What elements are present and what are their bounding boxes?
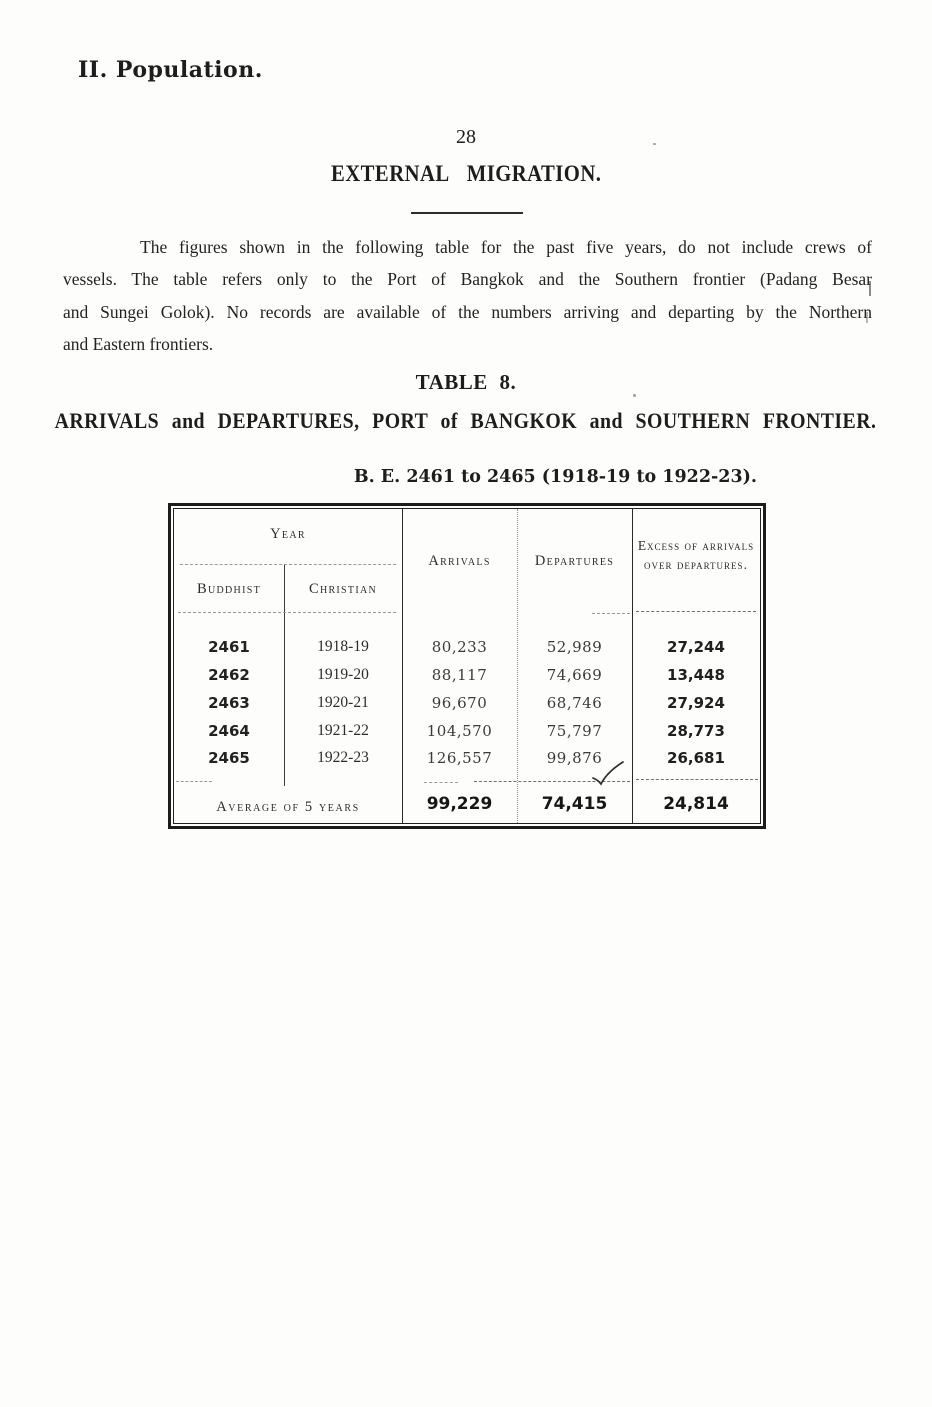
average-excess: 24,814 (663, 794, 729, 814)
cell-christian-year: 1919-20 (317, 666, 369, 683)
cell-buddhist-year: 2461 (208, 638, 250, 656)
rule-above-average-arrivals (424, 782, 458, 783)
column-header-excess: Excess of arrivals over departures. (637, 538, 755, 572)
scan-edge-mark (869, 281, 871, 296)
cell-arrivals: 104,570 (426, 722, 493, 740)
cell-departures: 52,989 (546, 638, 603, 656)
average-row-label: Average of 5 years (216, 799, 360, 815)
cell-excess: 27,244 (667, 638, 725, 656)
cell-departures: 99,876 (546, 749, 603, 767)
table-row (174, 692, 760, 716)
cell-departures: 68,746 (546, 694, 603, 712)
cell-christian-year: 1918-19 (317, 638, 369, 655)
cell-buddhist-year: 2464 (208, 722, 250, 740)
scan-edge-mark (866, 312, 868, 323)
rule-header-bottom-mid (592, 613, 630, 614)
rule-above-average-left (176, 781, 212, 782)
scan-speck (633, 394, 636, 397)
migration-table-inner-border (173, 508, 761, 824)
rule-under-year (180, 564, 396, 565)
column-header-arrivals: Arrivals (428, 553, 491, 569)
column-header-christian: Christian (308, 581, 378, 597)
table-row (174, 747, 760, 771)
cell-arrivals: 88,117 (431, 666, 488, 684)
page-number: 28 (456, 126, 476, 148)
cell-buddhist-year: 2462 (208, 666, 250, 684)
page-heading: EXTERNAL MIGRATION. (330, 161, 602, 186)
cell-excess: 26,681 (667, 749, 725, 767)
table-label: TABLE 8. (415, 370, 517, 394)
cell-buddhist-year: 2463 (208, 694, 250, 712)
cell-christian-year: 1921-22 (317, 722, 369, 739)
table-title: ARRIVALS and DEPARTURES, PORT of BANGKOK and SOUTHERN FRONTIER. (55, 408, 877, 433)
heading-rule (411, 212, 523, 214)
table-subtitle: B. E. 2461 to 2465 (1918-19 to 1922-23). (353, 467, 757, 487)
rule-header-bottom-excess (636, 611, 756, 612)
cell-departures: 74,669 (546, 666, 603, 684)
paragraph-line: vessels. The table refers only to the Port of Bangkok and the Southern frontier (Padang Besar (63, 269, 872, 289)
cell-arrivals: 80,233 (431, 638, 488, 656)
handwritten-checkmark-icon (590, 759, 626, 789)
migration-table (168, 503, 766, 829)
table-row (174, 720, 760, 744)
cell-departures: 75,797 (546, 722, 603, 740)
section-label: II. Population. (78, 57, 263, 83)
table-row (174, 664, 760, 688)
rule-header-bottom-left (178, 612, 396, 613)
table-row (174, 636, 760, 660)
cell-excess: 13,448 (667, 666, 725, 684)
table-label-wrap (0, 370, 932, 395)
average-departures: 74,415 (541, 794, 608, 814)
column-header-year: Year (270, 526, 306, 542)
rule-above-average-excess (636, 779, 758, 780)
cell-buddhist-year: 2465 (208, 749, 250, 767)
paragraph-line: The figures shown in the following table for the past five years, do not include crews of (140, 237, 872, 257)
average-arrivals: 99,229 (426, 794, 493, 814)
cell-arrivals: 126,557 (426, 749, 493, 767)
cell-christian-year: 1922-23 (317, 749, 369, 766)
cell-excess: 27,924 (667, 694, 725, 712)
paragraph-line: and Sungei Golok). No records are available of the numbers arriving and departing by the Northern (63, 302, 872, 322)
column-header-buddhist: Buddhist (197, 581, 261, 597)
cell-arrivals: 96,670 (431, 694, 488, 712)
cell-christian-year: 1920-21 (317, 694, 369, 711)
column-header-departures: Departures (534, 553, 615, 569)
page-heading-wrap (0, 161, 932, 187)
table-title-wrap (0, 408, 932, 434)
paragraph-line: and Eastern frontiers. (63, 334, 214, 354)
scan-speck (653, 143, 656, 145)
cell-excess: 28,773 (667, 722, 725, 740)
